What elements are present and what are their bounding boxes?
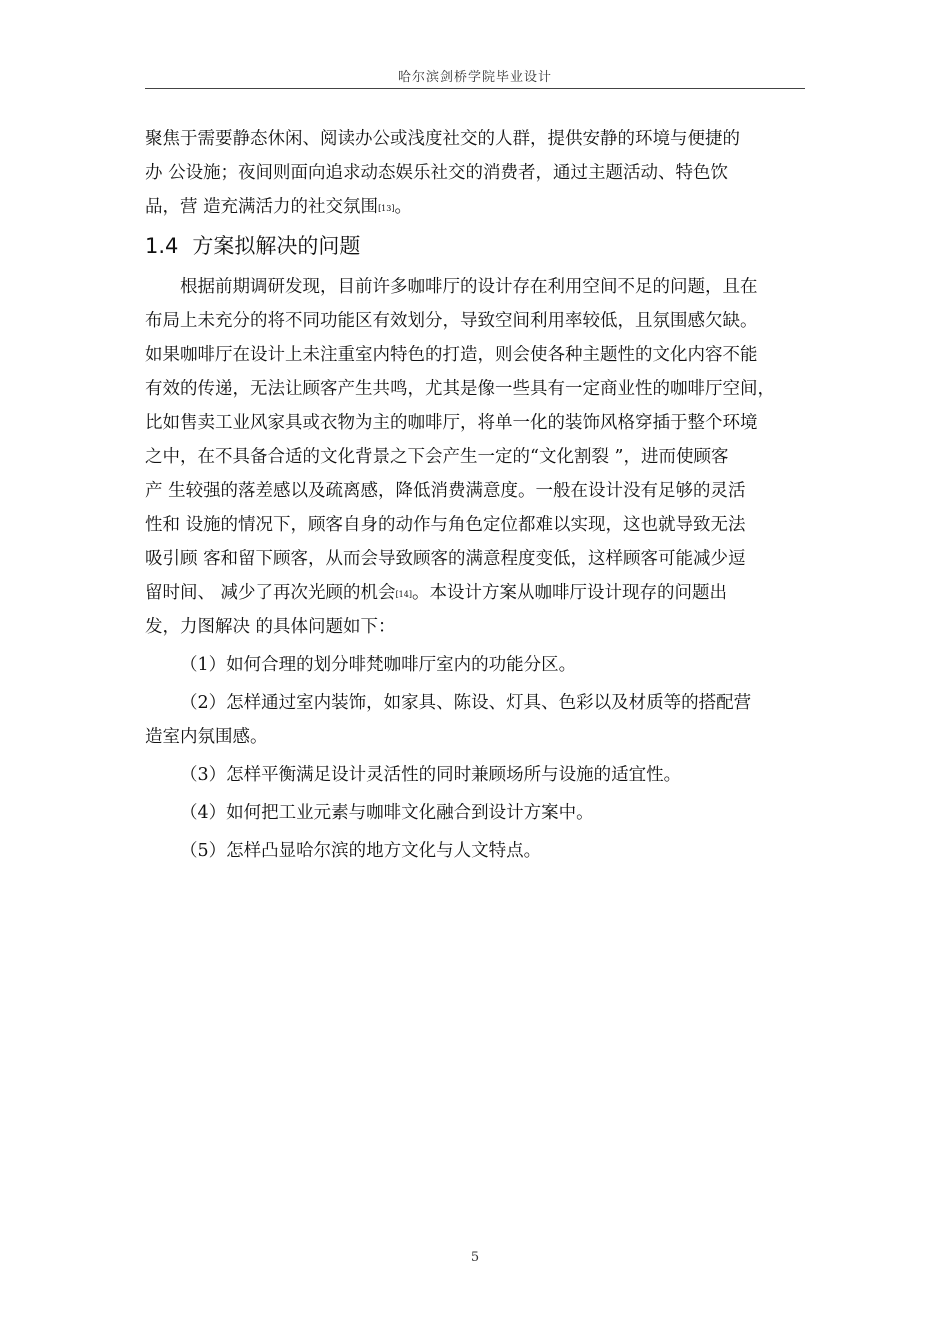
list-item: （3）怎样平衡满足设计灵活性的同时兼顾场所与设施的适宜性。 <box>180 765 682 785</box>
text-line: 如果咖啡厅在设计上未注重室内特色的打造，则会使各种主题性的文化内容不能 <box>145 345 758 365</box>
text-line: 布局上未充分的将不同功能区有效划分，导致空间利用率较低，且氛围感欠缺。 <box>145 311 758 331</box>
text-line: 有效的传递，无法让顾客产生共鸣，尤其是像一些具有一定商业性的咖啡厅空间， <box>145 379 775 399</box>
document-body <box>145 122 810 868</box>
text-line <box>145 190 810 224</box>
text-line: 性和 设施的情况下，顾客自身的动作与角色定位都难以实现，这也就导致无法 <box>145 515 746 535</box>
section-heading <box>145 226 810 270</box>
list-item-continuation: 造室内氛围感。 <box>145 727 268 747</box>
citation-ref: [13] <box>378 204 395 213</box>
text-line: 聚焦于需要静态休闲、阅读办公或浅度社交的人群，提供安静的环境与便捷的 <box>145 129 740 149</box>
text-line: 比如售卖工业风家具或衣物为主的咖啡厅，将单一化的装饰风格穿插于整个环境 <box>145 413 758 433</box>
text-line: 吸引顾 客和留下顾客，从而会导致顾客的满意程度变低，这样顾客可能减少逗 <box>145 549 746 569</box>
paragraph-2 <box>145 270 810 644</box>
list-item: （2）怎样通过室内装饰，如家具、陈设、灯具、色彩以及材质等的搭配营 <box>180 693 752 713</box>
list-item: （4）如何把工业元素与咖啡文化融合到设计方案中。 <box>180 803 594 823</box>
text-span: 品，营 造充满活力的社交氛围 <box>145 197 379 217</box>
text-line: 根据前期调研发现，目前许多咖啡厅的设计存在利用空间不足的问题，且在 <box>180 277 758 297</box>
text-line <box>145 576 810 610</box>
page-number: 5 <box>470 1250 480 1265</box>
text-line: 产 生较强的落差感以及疏离感，降低消费满意度。一般在设计没有足够的灵活 <box>145 481 746 501</box>
citation-ref: [14] <box>395 590 412 599</box>
text-span: 。本设计方案从咖啡厅设计现存的问题出 <box>411 583 727 603</box>
section-title: 方案拟解决的问题 <box>192 234 361 258</box>
list-item: （1）如何合理的划分啡梵咖啡厅室内的功能分区。 <box>180 655 577 675</box>
text-span: 。 <box>394 197 412 217</box>
problem-list <box>145 648 810 868</box>
text-line: 发，力图解决 的具体问题如下： <box>145 617 396 637</box>
page-header-title: 哈尔滨剑桥学院毕业设计 <box>397 70 552 85</box>
paragraph-1 <box>145 122 810 224</box>
list-item: （5）怎样凸显哈尔滨的地方文化与人文特点。 <box>180 841 542 861</box>
text-span: 留时间、 减少了再次光顾的机会 <box>145 583 396 603</box>
text-line: 之中，在不具备合适的文化背景之下会产生一定的“文化割裂 ”，进而使顾客 <box>145 447 729 467</box>
header-divider <box>145 88 805 89</box>
text-line: 办 公设施；夜间则面向追求动态娱乐社交的消费者，通过主题活动、特色饮 <box>145 163 729 183</box>
section-number: 1.4 <box>145 234 179 258</box>
